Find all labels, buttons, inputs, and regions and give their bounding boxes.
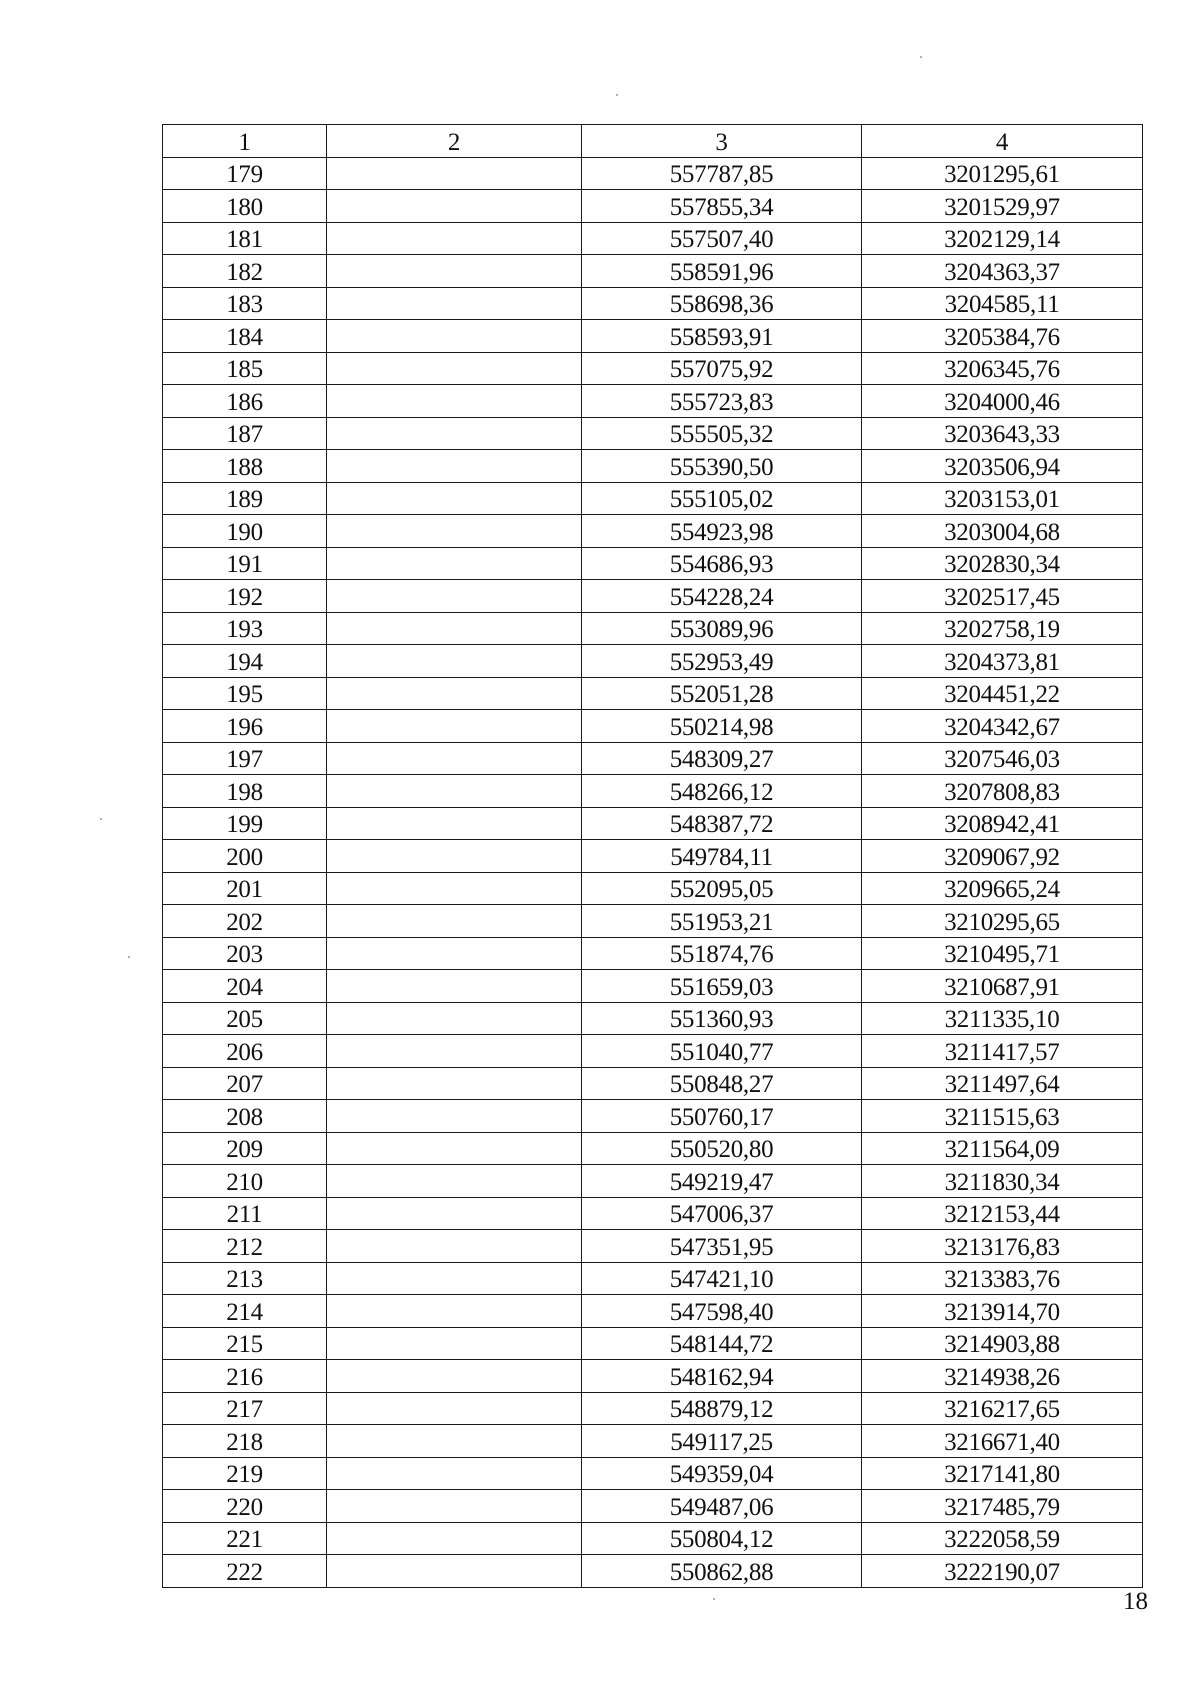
table-row <box>163 190 1143 223</box>
table-cell-col-2 <box>327 190 582 223</box>
table-cell-col-3: 547421,10 <box>582 1262 862 1295</box>
table-cell-col-2 <box>327 872 582 905</box>
table-cell-col-4: 3207546,03 <box>862 742 1143 775</box>
table-cell-col-2 <box>327 482 582 515</box>
table-cell-col-3: 551040,77 <box>582 1035 862 1068</box>
table-cell-col-4: 3203153,01 <box>862 482 1143 515</box>
table-cell-col-2 <box>327 710 582 743</box>
table-row <box>163 872 1143 905</box>
table-cell-col-4: 3211515,63 <box>862 1100 1143 1133</box>
table-row <box>163 547 1143 580</box>
table-cell-col-4: 3210295,65 <box>862 905 1143 938</box>
table-cell-col-3: 551360,93 <box>582 1002 862 1035</box>
table-cell-col-2 <box>327 970 582 1003</box>
table-cell-col-3: 549219,47 <box>582 1165 862 1198</box>
table-cell-col-2 <box>327 1360 582 1393</box>
table-cell-col-1: 221 <box>163 1522 327 1555</box>
table-cell-col-3: 557787,85 <box>582 157 862 190</box>
table-row <box>163 1327 1143 1360</box>
table-row <box>163 482 1143 515</box>
table-cell-col-2 <box>327 1327 582 1360</box>
table-cell-col-3: 551953,21 <box>582 905 862 938</box>
table-row <box>163 580 1143 613</box>
table-cell-col-2 <box>327 547 582 580</box>
table-cell-col-3: 552953,49 <box>582 645 862 678</box>
table-cell-col-1: 181 <box>163 222 327 255</box>
table-cell-col-1: 202 <box>163 905 327 938</box>
table-cell-col-2 <box>327 937 582 970</box>
table-cell-col-1: 200 <box>163 840 327 873</box>
table-cell-col-2 <box>327 775 582 808</box>
table-cell-col-4: 3217485,79 <box>862 1490 1143 1523</box>
table-cell-col-2 <box>327 1002 582 1035</box>
table-row <box>163 970 1143 1003</box>
table-cell-col-1: 208 <box>163 1100 327 1133</box>
header-cell-4: 4 <box>862 125 1143 158</box>
table-cell-col-3: 551659,03 <box>582 970 862 1003</box>
table-cell-col-3: 550862,88 <box>582 1555 862 1588</box>
table-cell-col-3: 552095,05 <box>582 872 862 905</box>
table-cell-col-4: 3204000,46 <box>862 385 1143 418</box>
table-cell-col-3: 550520,80 <box>582 1132 862 1165</box>
table-cell-col-4: 3211497,64 <box>862 1067 1143 1100</box>
table-cell-col-3: 548387,72 <box>582 807 862 840</box>
table-cell-col-2 <box>327 677 582 710</box>
table-cell-col-1: 210 <box>163 1165 327 1198</box>
table-cell-col-3: 550804,12 <box>582 1522 862 1555</box>
table-cell-col-1: 196 <box>163 710 327 743</box>
table-cell-col-4: 3204451,22 <box>862 677 1143 710</box>
table-cell-col-3: 549487,06 <box>582 1490 862 1523</box>
table-row <box>163 320 1143 353</box>
table-cell-col-2 <box>327 287 582 320</box>
table-cell-col-4: 3204363,37 <box>862 255 1143 288</box>
table-cell-col-1: 182 <box>163 255 327 288</box>
table-cell-col-1: 222 <box>163 1555 327 1588</box>
table-row <box>163 937 1143 970</box>
table-row <box>163 1490 1143 1523</box>
table-cell-col-3: 548144,72 <box>582 1327 862 1360</box>
table-cell-col-2 <box>327 580 582 613</box>
table-cell-col-1: 207 <box>163 1067 327 1100</box>
table-cell-col-3: 557075,92 <box>582 352 862 385</box>
table-cell-col-4: 3206345,76 <box>862 352 1143 385</box>
table-cell-col-1: 218 <box>163 1425 327 1458</box>
table-cell-col-1: 205 <box>163 1002 327 1035</box>
table-row <box>163 1295 1143 1328</box>
table-row <box>163 775 1143 808</box>
table-row <box>163 1425 1143 1458</box>
table-row <box>163 840 1143 873</box>
table-cell-col-2 <box>327 742 582 775</box>
table-cell-col-1: 188 <box>163 450 327 483</box>
table-cell-col-4: 3202129,14 <box>862 222 1143 255</box>
table-cell-col-1: 215 <box>163 1327 327 1360</box>
table-cell-col-1: 189 <box>163 482 327 515</box>
table-cell-col-3: 555105,02 <box>582 482 862 515</box>
table-cell-col-3: 558593,91 <box>582 320 862 353</box>
table-cell-col-1: 185 <box>163 352 327 385</box>
table-row <box>163 677 1143 710</box>
table-cell-col-4: 3211564,09 <box>862 1132 1143 1165</box>
table-row <box>163 742 1143 775</box>
table-cell-col-1: 220 <box>163 1490 327 1523</box>
table-row <box>163 1067 1143 1100</box>
table-row <box>163 645 1143 678</box>
table-cell-col-4: 3202830,34 <box>862 547 1143 580</box>
table-cell-col-3: 558591,96 <box>582 255 862 288</box>
table-cell-col-1: 184 <box>163 320 327 353</box>
table-cell-col-4: 3209665,24 <box>862 872 1143 905</box>
table-cell-col-1: 214 <box>163 1295 327 1328</box>
header-cell-3: 3 <box>582 125 862 158</box>
table-cell-col-1: 212 <box>163 1230 327 1263</box>
table-cell-col-4: 3211335,10 <box>862 1002 1143 1035</box>
table-cell-col-3: 557855,34 <box>582 190 862 223</box>
table-row <box>163 1392 1143 1425</box>
table-cell-col-2 <box>327 612 582 645</box>
coordinates-table <box>162 124 1143 1588</box>
table-cell-col-2 <box>327 1490 582 1523</box>
table-cell-col-3: 550760,17 <box>582 1100 862 1133</box>
header-cell-2: 2 <box>327 125 582 158</box>
table-cell-col-2 <box>327 222 582 255</box>
table-row <box>163 450 1143 483</box>
scan-speck <box>713 1598 715 1600</box>
table-cell-col-2 <box>327 905 582 938</box>
table-cell-col-4: 3203506,94 <box>862 450 1143 483</box>
table-row <box>163 515 1143 548</box>
table-row <box>163 417 1143 450</box>
table-cell-col-1: 198 <box>163 775 327 808</box>
table-cell-col-1: 203 <box>163 937 327 970</box>
table-cell-col-2 <box>327 1197 582 1230</box>
table-cell-col-3: 551874,76 <box>582 937 862 970</box>
table-cell-col-4: 3214938,26 <box>862 1360 1143 1393</box>
table-cell-col-2 <box>327 1457 582 1490</box>
table-row <box>163 1555 1143 1588</box>
table-cell-col-2 <box>327 645 582 678</box>
table-row <box>163 905 1143 938</box>
table-cell-col-2 <box>327 1100 582 1133</box>
table-cell-col-3: 547598,40 <box>582 1295 862 1328</box>
header-cell-1: 1 <box>163 125 327 158</box>
table-cell-col-2 <box>327 1262 582 1295</box>
table-cell-col-3: 557507,40 <box>582 222 862 255</box>
table-cell-col-1: 179 <box>163 157 327 190</box>
table-cell-col-1: 187 <box>163 417 327 450</box>
table-row <box>163 222 1143 255</box>
table-cell-col-4: 3217141,80 <box>862 1457 1143 1490</box>
table-cell-col-3: 555390,50 <box>582 450 862 483</box>
table-row <box>163 1457 1143 1490</box>
table-cell-col-3: 547006,37 <box>582 1197 862 1230</box>
table-cell-col-1: 217 <box>163 1392 327 1425</box>
table-row <box>163 1002 1143 1035</box>
table-cell-col-2 <box>327 1392 582 1425</box>
table-cell-col-1: 206 <box>163 1035 327 1068</box>
table-cell-col-4: 3214903,88 <box>862 1327 1143 1360</box>
table-cell-col-2 <box>327 450 582 483</box>
table-cell-col-4: 3202517,45 <box>862 580 1143 613</box>
table-row <box>163 255 1143 288</box>
table-cell-col-4: 3204342,67 <box>862 710 1143 743</box>
table-cell-col-3: 554228,24 <box>582 580 862 613</box>
table-cell-col-2 <box>327 807 582 840</box>
table-cell-col-1: 219 <box>163 1457 327 1490</box>
table-cell-col-2 <box>327 255 582 288</box>
table-cell-col-4: 3222190,07 <box>862 1555 1143 1588</box>
table-cell-col-3: 558698,36 <box>582 287 862 320</box>
table-cell-col-3: 548309,27 <box>582 742 862 775</box>
table-cell-col-3: 554686,93 <box>582 547 862 580</box>
table-row <box>163 157 1143 190</box>
table-cell-col-3: 555505,32 <box>582 417 862 450</box>
table-cell-col-4: 3222058,59 <box>862 1522 1143 1555</box>
scan-speck <box>128 956 130 958</box>
table-cell-col-1: 194 <box>163 645 327 678</box>
table-row <box>163 1522 1143 1555</box>
table-cell-col-2 <box>327 840 582 873</box>
table-cell-col-1: 216 <box>163 1360 327 1393</box>
table-cell-col-2 <box>327 1555 582 1588</box>
table-cell-col-1: 192 <box>163 580 327 613</box>
table-cell-col-2 <box>327 157 582 190</box>
table-cell-col-3: 555723,83 <box>582 385 862 418</box>
table-cell-col-2 <box>327 1295 582 1328</box>
table-cell-col-1: 204 <box>163 970 327 1003</box>
table-cell-col-4: 3216217,65 <box>862 1392 1143 1425</box>
table-cell-col-4: 3208942,41 <box>862 807 1143 840</box>
table-cell-col-4: 3211417,57 <box>862 1035 1143 1068</box>
table-row <box>163 1262 1143 1295</box>
table-cell-col-1: 180 <box>163 190 327 223</box>
table-cell-col-1: 201 <box>163 872 327 905</box>
table-cell-col-3: 552051,28 <box>582 677 862 710</box>
table-cell-col-1: 191 <box>163 547 327 580</box>
table-cell-col-4: 3211830,34 <box>862 1165 1143 1198</box>
table-cell-col-3: 554923,98 <box>582 515 862 548</box>
table-cell-col-2 <box>327 385 582 418</box>
table-cell-col-4: 3207808,83 <box>862 775 1143 808</box>
table-cell-col-2 <box>327 352 582 385</box>
table-cell-col-2 <box>327 1522 582 1555</box>
table-cell-col-1: 211 <box>163 1197 327 1230</box>
table-cell-col-4: 3213176,83 <box>862 1230 1143 1263</box>
table-cell-col-1: 199 <box>163 807 327 840</box>
table-cell-col-4: 3201529,97 <box>862 190 1143 223</box>
table-cell-col-3: 549359,04 <box>582 1457 862 1490</box>
table-row <box>163 1132 1143 1165</box>
table-row <box>163 1035 1143 1068</box>
table-cell-col-2 <box>327 1067 582 1100</box>
table-cell-col-4: 3203004,68 <box>862 515 1143 548</box>
coordinates-table-body <box>163 125 1143 1588</box>
table-cell-col-3: 549117,25 <box>582 1425 862 1458</box>
table-cell-col-1: 183 <box>163 287 327 320</box>
table-cell-col-3: 550214,98 <box>582 710 862 743</box>
table-cell-col-2 <box>327 1230 582 1263</box>
page-number: 18 <box>1123 1588 1148 1615</box>
table-cell-col-4: 3212153,44 <box>862 1197 1143 1230</box>
table-row <box>163 287 1143 320</box>
table-cell-col-4: 3210687,91 <box>862 970 1143 1003</box>
table-row <box>163 385 1143 418</box>
table-cell-col-3: 548266,12 <box>582 775 862 808</box>
table-cell-col-3: 547351,95 <box>582 1230 862 1263</box>
table-header-row <box>163 125 1143 158</box>
table-cell-col-3: 549784,11 <box>582 840 862 873</box>
scan-speck <box>100 818 102 820</box>
table-cell-col-4: 3203643,33 <box>862 417 1143 450</box>
table-cell-col-1: 197 <box>163 742 327 775</box>
table-row <box>163 352 1143 385</box>
table-cell-col-1: 213 <box>163 1262 327 1295</box>
table-cell-col-3: 550848,27 <box>582 1067 862 1100</box>
table-row <box>163 1100 1143 1133</box>
table-cell-col-2 <box>327 1035 582 1068</box>
table-cell-col-2 <box>327 417 582 450</box>
table-cell-col-1: 193 <box>163 612 327 645</box>
scan-speck <box>920 56 922 58</box>
table-cell-col-4: 3201295,61 <box>862 157 1143 190</box>
table-cell-col-4: 3213914,70 <box>862 1295 1143 1328</box>
table-cell-col-4: 3202758,19 <box>862 612 1143 645</box>
table-cell-col-4: 3205384,76 <box>862 320 1143 353</box>
table-cell-col-1: 190 <box>163 515 327 548</box>
table-cell-col-2 <box>327 515 582 548</box>
table-cell-col-3: 548162,94 <box>582 1360 862 1393</box>
table-cell-col-1: 209 <box>163 1132 327 1165</box>
table-row <box>163 1230 1143 1263</box>
table-cell-col-2 <box>327 1132 582 1165</box>
table-row <box>163 612 1143 645</box>
table-cell-col-1: 186 <box>163 385 327 418</box>
table-row <box>163 1165 1143 1198</box>
scan-speck <box>616 94 618 96</box>
table-cell-col-4: 3213383,76 <box>862 1262 1143 1295</box>
table-row <box>163 710 1143 743</box>
table-cell-col-4: 3210495,71 <box>862 937 1143 970</box>
table-row <box>163 1197 1143 1230</box>
table-cell-col-3: 553089,96 <box>582 612 862 645</box>
table-cell-col-4: 3209067,92 <box>862 840 1143 873</box>
table-cell-col-2 <box>327 320 582 353</box>
table-cell-col-4: 3204585,11 <box>862 287 1143 320</box>
table-cell-col-4: 3204373,81 <box>862 645 1143 678</box>
table-row <box>163 1360 1143 1393</box>
table-cell-col-4: 3216671,40 <box>862 1425 1143 1458</box>
table-cell-col-1: 195 <box>163 677 327 710</box>
table-row <box>163 807 1143 840</box>
table-cell-col-2 <box>327 1165 582 1198</box>
table-cell-col-3: 548879,12 <box>582 1392 862 1425</box>
table-cell-col-2 <box>327 1425 582 1458</box>
